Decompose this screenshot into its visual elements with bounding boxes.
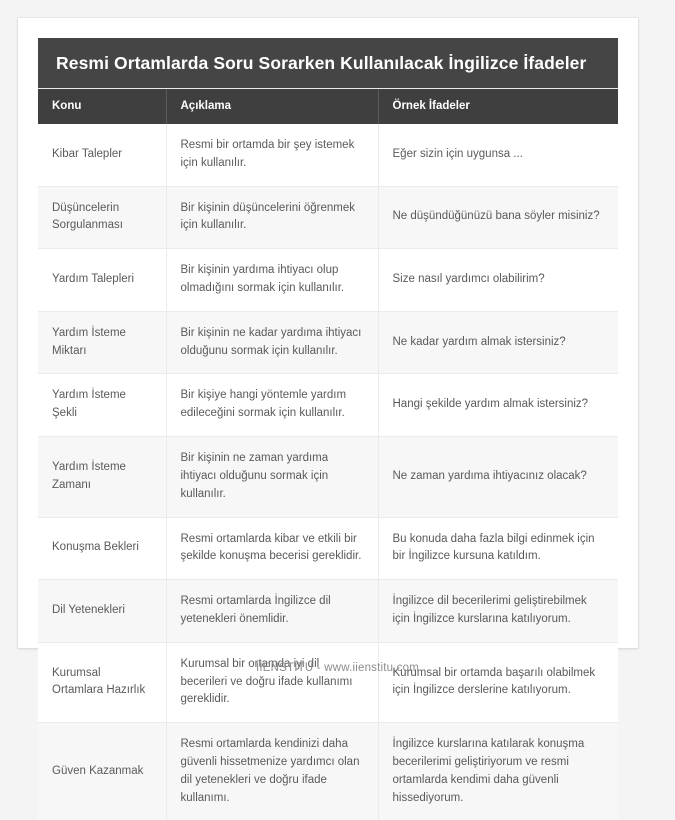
cell-konu: Yardım İsteme Miktarı — [38, 311, 166, 374]
cell-aciklama: Resmi ortamlarda kibar ve etkili bir şekilde konuşma becerisi gereklidir. — [166, 517, 378, 580]
cell-konu: Konuşma Bekleri — [38, 517, 166, 580]
cell-aciklama: Kurumsal bir ortamda iyi dil becerileri ve doğru ifade kullanımı gereklidir. — [166, 642, 378, 722]
table-row — [38, 124, 618, 186]
cell-konu: Kurumsal Ortamlara Hazırlık — [38, 642, 166, 722]
cell-ornek-ifade: Hangi şekilde yardım almak istersiniz? — [378, 374, 618, 437]
cell-aciklama: Bir kişinin ne kadar yardıma ihtiyacı olduğunu sormak için kullanılır. — [166, 311, 378, 374]
cell-konu: Kibar Talepler — [38, 124, 166, 186]
table-row — [38, 517, 618, 580]
cell-aciklama: Bir kişiye hangi yöntemle yardım edileceğini sormak için kullanılır. — [166, 374, 378, 437]
cell-konu: Yardım İsteme Şekli — [38, 374, 166, 437]
cell-ornek-ifade: Kurumsal bir ortamda başarılı olabilmek için İngilizce derslerine katılıyorum. — [378, 642, 618, 722]
page-title: Resmi Ortamlarda Soru Sorarken Kullanılacak İngilizce İfadeler — [38, 38, 618, 89]
column-header-konu: Konu — [38, 89, 166, 124]
table-row — [38, 723, 618, 820]
table-row — [38, 580, 618, 643]
cell-konu: Dil Yetenekleri — [38, 580, 166, 643]
cell-ornek-ifade: İngilizce kurslarına katılarak konuşma becerilerimi geliştiriyorum ve resmi ortamlarda kendimi daha güvenli hissediyorum. — [378, 723, 618, 820]
table-column-header-row — [38, 89, 618, 124]
cell-ornek-ifade: Ne zaman yardıma ihtiyacınız olacak? — [378, 437, 618, 517]
table-container — [38, 38, 618, 820]
cell-ornek-ifade: Eğer sizin için uygunsa ... — [378, 124, 618, 186]
phrases-table — [38, 38, 618, 820]
cell-ornek-ifade: İngilizce dil becerilerimi geliştirebilmek için İngilizce kurslarına katılıyorum. — [378, 580, 618, 643]
column-header-ornek-ifadeler: Örnek İfadeler — [378, 89, 618, 124]
footer-brand-text: IIENSTITU - www.iienstitu.com — [256, 662, 419, 674]
cell-ornek-ifade: Ne düşündüğünüzü bana söyler misiniz? — [378, 186, 618, 249]
table-title-row — [38, 38, 618, 89]
table-head — [38, 38, 618, 124]
table-row — [38, 642, 618, 722]
cell-konu: Güven Kazanmak — [38, 723, 166, 820]
column-header-aciklama: Açıklama — [166, 89, 378, 124]
table-row — [38, 249, 618, 312]
cell-aciklama: Bir kişinin ne zaman yardıma ihtiyacı olduğunu sormak için kullanılır. — [166, 437, 378, 517]
table-body — [38, 124, 618, 820]
cell-ornek-ifade: Ne kadar yardım almak istersiniz? — [378, 311, 618, 374]
table-row — [38, 374, 618, 437]
cell-konu: Yardım İsteme Zamanı — [38, 437, 166, 517]
table-row — [38, 186, 618, 249]
table-row — [38, 437, 618, 517]
cell-konu: Yardım Talepleri — [38, 249, 166, 312]
cell-aciklama: Resmi ortamlarda kendinizi daha güvenli hissetmenize yardımcı olan dil yetenekleri ve doğru ifade kullanımı. — [166, 723, 378, 820]
cell-aciklama: Bir kişinin düşüncelerini öğrenmek için kullanılır. — [166, 186, 378, 249]
cell-aciklama: Resmi ortamlarda İngilizce dil yetenekleri önemlidir. — [166, 580, 378, 643]
cell-konu: Düşüncelerin Sorgulanması — [38, 186, 166, 249]
cell-aciklama: Bir kişinin yardıma ihtiyacı olup olmadığını sormak için kullanılır. — [166, 249, 378, 312]
cell-aciklama: Resmi bir ortamda bir şey istemek için kullanılır. — [166, 124, 378, 186]
cell-ornek-ifade: Bu konuda daha fazla bilgi edinmek için bir İngilizce kursuna katıldım. — [378, 517, 618, 580]
cell-ornek-ifade: Size nasıl yardımcı olabilirim? — [378, 249, 618, 312]
table-row — [38, 311, 618, 374]
